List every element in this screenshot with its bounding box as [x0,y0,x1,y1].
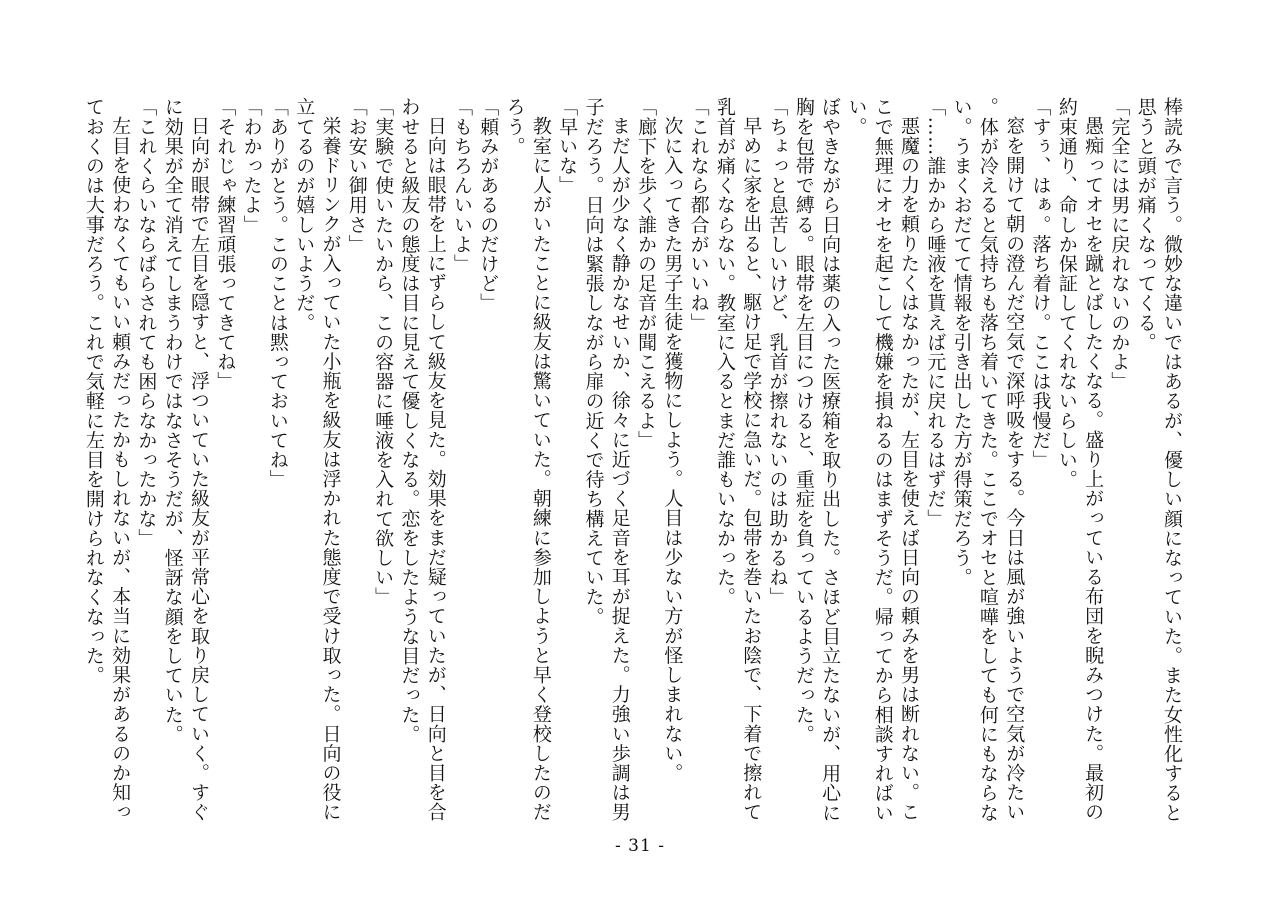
dialogue-line: 「お安い御用さ」 [345,97,368,254]
paragraph: まだ人が少なく静かなせいか、徐々に近づく足音を耳が捉えた。力強い歩調は男子だろう。日向は緊張しながら扉の近くで待ち構えていた。 [582,97,631,822]
dialogue-line: 「頼みがあるのだけど」 [477,97,500,313]
dialogue-line: 「……誰かから唾液を貰えば元に戻れるはずだ」 [924,97,947,529]
paragraph: 窓を開けて朝の澄んだ空気で深呼吸をする。今日は風が強いようで空気が冷たい。体が冷えると気持ちも落ち着いてきた。ここでオセと喧嘩をしても何にもならない。うまくおだてて情報を引き出した方が得策だろう。 [950,97,1026,823]
paragraph: 棒読みで言う。微妙な違いではあるが、優しい顔になっていた。また女性化すると思うと頭が痛くなってくる。 [1134,97,1183,823]
paragraph: 次に入ってきた男子生徒を獲物にしよう。人目は少ない方が怪しまれない。 [661,116,684,783]
dialogue-line: 「すぅ、はぁ。落ち着け。ここは我慢だ」 [1029,97,1052,470]
paragraph: 教室に人がいたことに級友は驚いていた。朝練に参加しようと早く登校したのだろう。 [503,97,552,822]
dialogue-line: 「わかったよ」 [240,97,263,235]
page-number: - 31 - [615,836,665,856]
paragraph: 日向が眼帯で左目を隠すと、浮ついていた級友が平常心を取り戻していく。すぐに効果が全て消えてしまうわけではなさそうだが、怪訝な顔をしていた。 [161,97,211,822]
dialogue-line: 「ありがとう。このことは黙っておいてね」 [266,97,289,489]
vertical-text-body [82,97,1185,827]
dialogue-line: 「実験で使いたいから、この容器に唾液を入れて欲しい」 [372,97,395,607]
paragraph: 早めに家を出ると、駆け足で学校に急いだ。包帯を巻いたお陰で、下着で擦れて乳首が痛くならない。教室に入るとまだ誰もいなかった。 [713,97,763,822]
paragraph: ぼやきながら日向は薬の入った医療箱を取り出した。さほど目立たないが、用心に胸を包帯で縛る。眼帯を左目につけると、重症を負っているようだった。 [792,97,842,823]
paragraph: 栄養ドリンクが入っていた小瓶を級友は浮かれた態度で受け取った。日向の役に立てるのが嬉しいようだ。 [293,97,342,822]
paragraph: 悪魔の力を頼りたくはなかったが、左目を使えば日向の頼みを男は断れない。ここで無理にオセを起こして機嫌を損ねるのはまずそうだ。帰ってから相談すればいい。 [845,97,921,823]
dialogue-line: 「それじゃ練習頑張ってきてね」 [214,97,237,391]
dialogue-line: 「これくらいならばらされても困らなかったかな」 [135,97,158,548]
dialogue-line: 「ちょっと息苦しいけど、乳首が擦れないのは助かるね」 [766,97,789,607]
dialogue-line: 「早いな」 [556,97,579,195]
dialogue-line: 「完全には男に戻れないのかよ」 [1108,97,1131,391]
dialogue-line: 「これなら都合がいいね」 [687,97,710,333]
paragraph: 左目を使わなくてもいい頼みだったかもしれないが、本当に効果があるのか知っておくのは大事だろう。これで気軽に左目を開けられなくなった。 [82,97,132,822]
paragraph: 日向は眼帯を上にずらして級友を見た。効果をまだ疑っていたが、日向と目を合わせると級友の態度は目に見えて優しくなる。恋をしたような目だった。 [398,97,447,822]
dialogue-line: 「廊下を歩く誰かの足音が聞こえるよ」 [635,97,658,450]
dialogue-line: 「もちろんいいよ」 [450,97,473,274]
paragraph: 愚痴ってオセを蹴とばしたくなる。盛り上がっている布団を睨みつけた。最初の約束通り、命しか保証してくれないらしい。 [1055,97,1105,822]
